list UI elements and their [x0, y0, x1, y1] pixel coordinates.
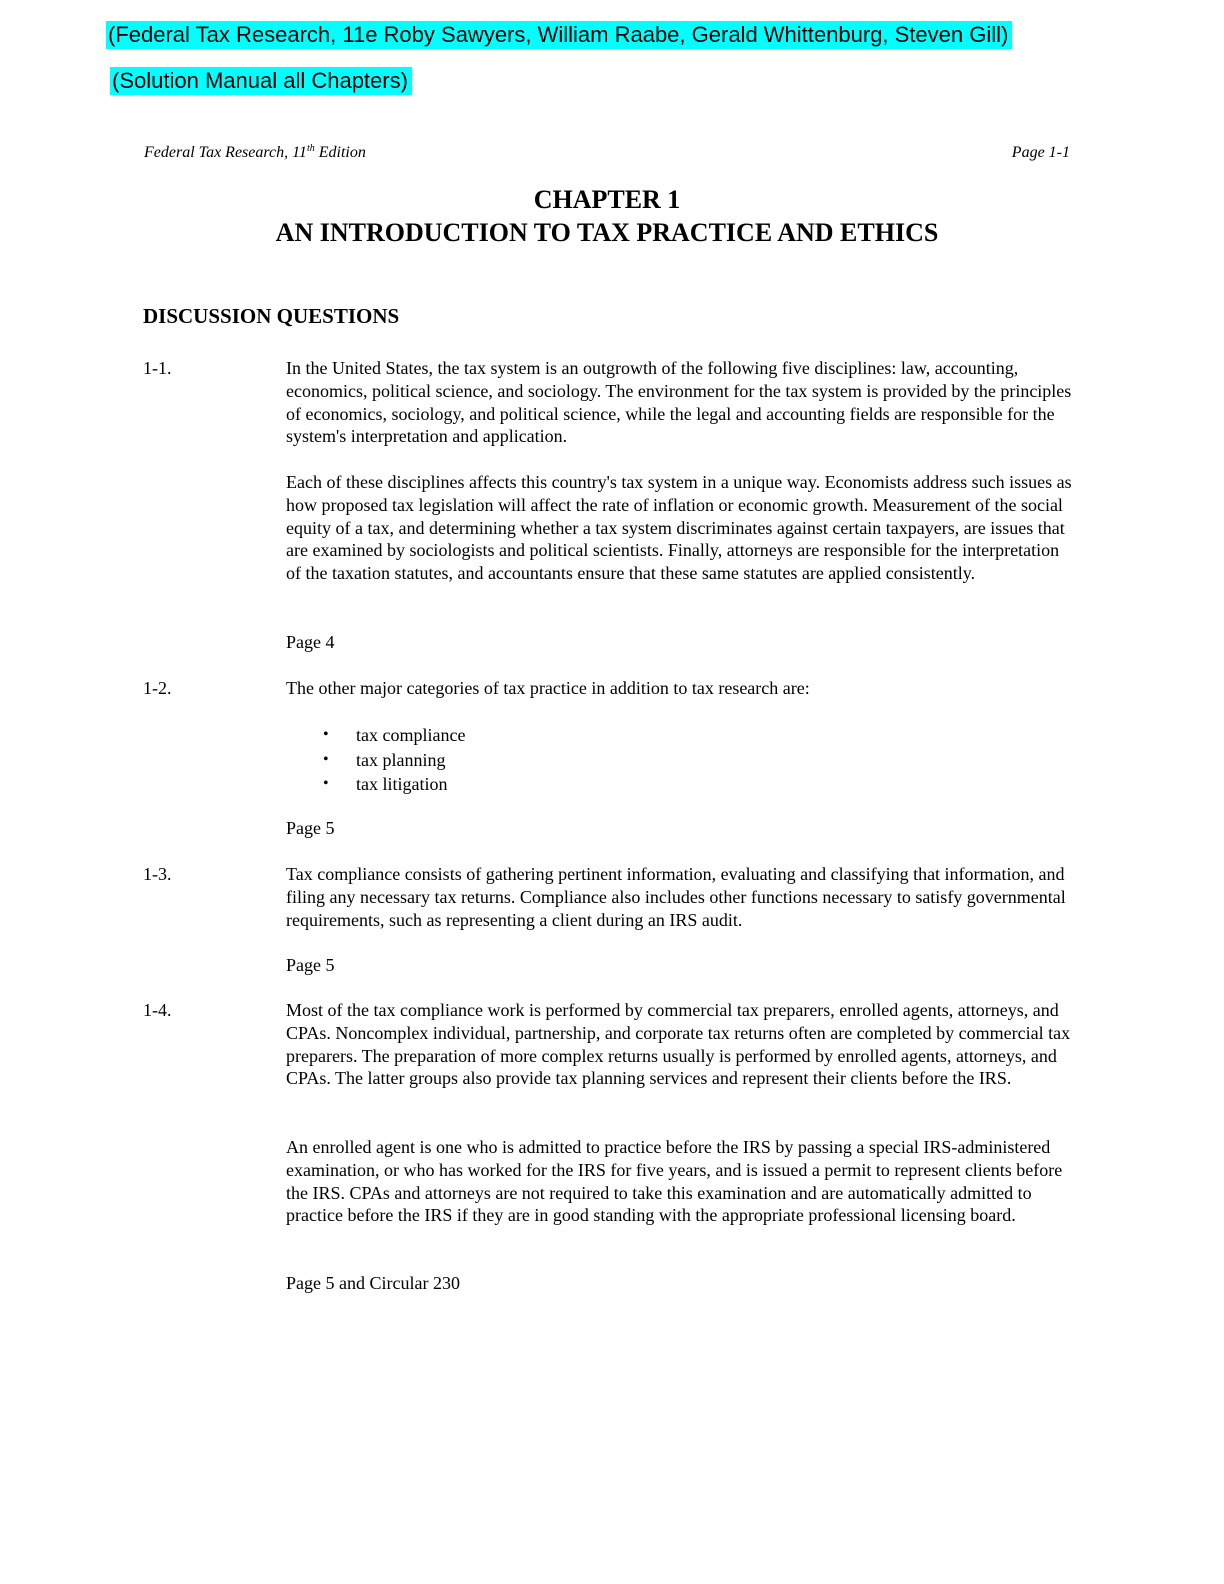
list-item — [286, 723, 465, 748]
question-number: 1-3. — [143, 864, 172, 884]
list-item — [286, 772, 465, 797]
bullet-icon: • — [323, 750, 329, 768]
edition-word: Edition — [314, 144, 366, 161]
edition-suffix: th — [306, 143, 315, 154]
page-label: Page 1-1 — [1011, 144, 1070, 161]
list-item-text: tax litigation — [356, 774, 448, 794]
bullet-icon: • — [323, 775, 329, 792]
banner-line-1: (Federal Tax Research, 11e Roby Sawyers, William Raabe, Gerald Whittenburg, Steven Gill) — [106, 21, 1012, 49]
section-heading: DISCUSSION QUESTIONS — [143, 304, 400, 328]
page-reference: Page 5 — [286, 818, 335, 838]
list-item-text: tax compliance — [356, 725, 466, 745]
bullet-icon: • — [323, 726, 329, 743]
answer-paragraph: Each of these disciplines affects this country's tax system in a unique way. Economists address such issues as how proposed tax legislation will affect the rate of inflation or economic growth. Measurement of the social equity of a tax, and determining whether a tax system discriminates against certain taxpayers, are issues that are examined by sociologists and political scientists. Finally, attorneys are responsible for the interpretation of the taxation statutes, and accountants ensure that these same statutes are applied consistently. — [286, 472, 1072, 584]
answer-paragraph: Tax compliance consists of gathering pertinent information, evaluating and classifying that information, and filing any necessary tax returns. Compliance also includes other functions necessary to satisfy governmental requirements, such as representing a client during an IRS audit. — [286, 864, 1066, 930]
book-title-text: Federal Tax Research, 11 — [144, 144, 307, 161]
book-title — [144, 143, 366, 163]
answer-paragraph: Most of the tax compliance work is performed by commercial tax preparers, enrolled agents, attorneys, and CPAs. Noncomplex individual, partnership, and corporate tax returns often are completed by commercial tax preparers. The preparation of more complex returns usually is performed by enrolled agents, attorneys, and CPAs. The latter groups also provide tax planning services and represent their clients before the IRS. — [286, 1000, 1071, 1089]
bullet-list — [286, 723, 465, 797]
list-item — [286, 748, 465, 773]
answer-paragraph: In the United States, the tax system is an outgrowth of the following five disciplines: law, accounting, economics, political science, and sociology. The environment for the tax system is provided by the principles of economics, sociology, and political science, while the legal and accounting fields are responsible for the system's interpretation and application. — [286, 358, 1072, 447]
page-reference: Page 5 and Circular 230 — [286, 1273, 460, 1293]
banner-line-2: (Solution Manual all Chapters) — [110, 67, 412, 95]
question-number: 1-2. — [143, 678, 172, 698]
page-reference: Page 5 — [286, 955, 335, 975]
chapter-number: CHAPTER 1 — [533, 185, 681, 214]
list-item-text: tax planning — [356, 749, 446, 770]
answer-paragraph: An enrolled agent is one who is admitted to practice before the IRS by passing a special IRS-administered examination, or who has worked for the IRS for five years, and is issued a permit to represent clients before the IRS. CPAs and attorneys are not required to take this examination and are automatically admitted to practice before the IRS if they are in good standing with the appropriate professional licensing board. — [286, 1137, 1063, 1226]
question-number: 1-1. — [143, 358, 172, 378]
chapter-title: AN INTRODUCTION TO TAX PRACTICE AND ETHICS — [275, 218, 939, 247]
page-reference: Page 4 — [286, 632, 335, 652]
question-number: 1-4. — [143, 1000, 172, 1020]
answer-paragraph: The other major categories of tax practice in addition to tax research are: — [286, 678, 810, 698]
